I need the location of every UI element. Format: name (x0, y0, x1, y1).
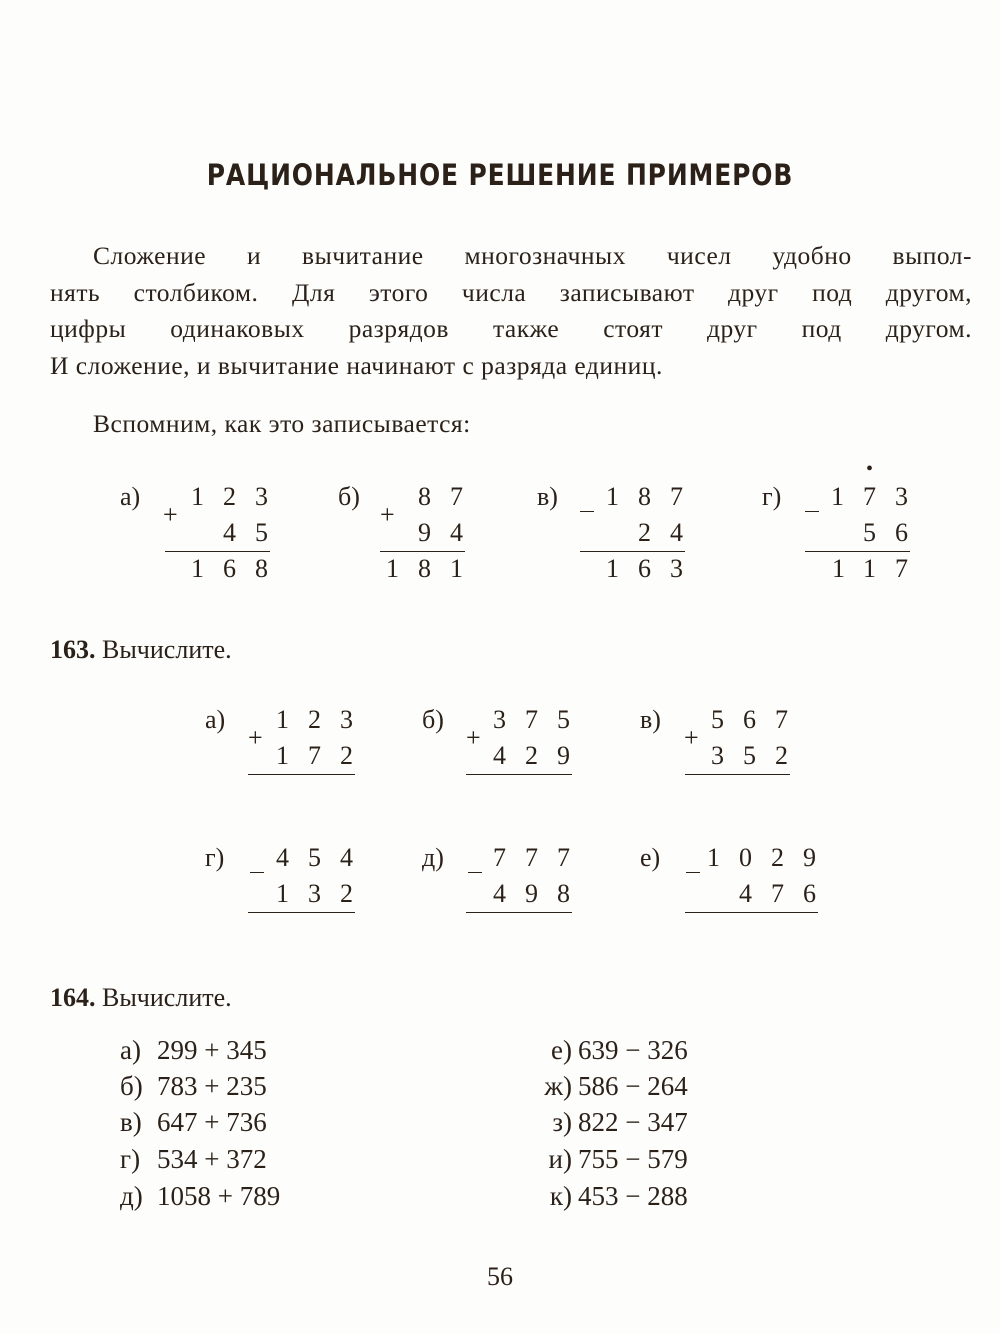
expression: 1058 + 789 (157, 1181, 281, 1211)
minus-sign (580, 511, 594, 512)
task-instruction: Вычислите. (102, 635, 232, 664)
bottom-operand: 56 (863, 518, 927, 547)
expression: 822 − 347 (578, 1107, 688, 1137)
problem-label: г) (205, 843, 225, 872)
bottom-operand: 172 (276, 741, 372, 770)
plus-sign: + (163, 500, 178, 529)
expression-label: е) (551, 1035, 572, 1065)
top-operand: 123 (191, 482, 287, 511)
sum-line (466, 912, 572, 913)
borrow-dot: • (866, 458, 874, 480)
expression: 647 + 736 (157, 1107, 267, 1137)
sum-line (466, 774, 572, 775)
plus-sign: + (380, 500, 395, 529)
expression-label: в) (120, 1107, 142, 1137)
minus-sign (686, 872, 700, 873)
expression: 586 − 264 (578, 1071, 688, 1101)
bottom-operand: 352 (711, 741, 807, 770)
expression: 639 − 326 (578, 1035, 688, 1065)
minus-sign (468, 872, 482, 873)
minus-sign (250, 872, 264, 873)
top-operand: 375 (493, 705, 589, 734)
expression-label: и) (548, 1144, 572, 1174)
expression-label: д) (120, 1181, 143, 1211)
problem-label: д) (422, 843, 444, 872)
bottom-operand: 429 (493, 741, 589, 770)
page-title: РАЦИОНАЛЬНОЕ РЕШЕНИЕ ПРИМЕРОВ (206, 158, 794, 192)
expression: 534 + 372 (157, 1144, 267, 1174)
task-164-heading (50, 980, 232, 1016)
intro-paragraph (50, 238, 972, 384)
problem-label: в) (640, 705, 661, 734)
task-number: 163. (50, 635, 96, 664)
page-number: 56 (487, 1262, 513, 1291)
intro-line: Сложение и вычитание многозначных чисел удобно выпол- (93, 241, 972, 270)
expression: 299 + 345 (157, 1035, 267, 1065)
minus-sign (805, 511, 819, 512)
plus-sign: + (248, 723, 263, 752)
expression-label: а) (120, 1035, 141, 1065)
problem-label: б) (338, 482, 360, 511)
result: 181 (386, 554, 482, 583)
bottom-operand: 132 (276, 879, 372, 908)
result: 117 (831, 554, 927, 583)
top-operand: 454 (276, 843, 372, 872)
expression: 783 + 235 (157, 1071, 267, 1101)
top-operand: 123 (276, 705, 372, 734)
top-operand: 187 (606, 482, 702, 511)
expression: 755 − 579 (578, 1144, 688, 1174)
bottom-operand: 45 (223, 518, 287, 547)
bottom-operand: 24 (638, 518, 702, 547)
top-operand: 567 (711, 705, 807, 734)
task-number: 164. (50, 983, 96, 1012)
problem-label: е) (640, 843, 661, 872)
expression-label: б) (120, 1071, 143, 1101)
problem-label: б) (422, 705, 444, 734)
sum-line (248, 912, 355, 913)
bottom-operand: 94 (418, 518, 482, 547)
result: 163 (606, 554, 702, 583)
plus-sign: + (466, 723, 481, 752)
bottom-operand: 476 (739, 879, 835, 908)
expression-label: ж) (544, 1071, 572, 1101)
expression: 453 − 288 (578, 1181, 688, 1211)
sum-line (685, 912, 818, 913)
recall-text: Вспомним, как это записывается: (93, 409, 471, 438)
sum-line (685, 774, 790, 775)
problem-label: в) (537, 482, 558, 511)
expression-label: к) (549, 1181, 572, 1211)
result: 168 (191, 554, 287, 583)
top-operand: 87 (418, 482, 482, 511)
problem-label: г) (762, 482, 782, 511)
expression-label: г) (120, 1144, 141, 1174)
intro-line: цифры одинаковых разрядов также стоят друг под другом. (50, 314, 972, 343)
problem-label: а) (120, 482, 141, 511)
sum-line (248, 774, 355, 775)
intro-line: И сложение, и вычитание начинают с разряда единиц. (50, 350, 663, 380)
bottom-operand: 498 (493, 879, 589, 908)
expression-label: з) (552, 1107, 572, 1137)
intro-line: нять столбиком. Для этого числа записывают друг под другом, (50, 277, 972, 307)
task-163-heading (50, 632, 232, 668)
plus-sign: + (684, 723, 699, 752)
top-operand: 173 (831, 482, 927, 511)
task-instruction: Вычислите. (102, 983, 232, 1012)
problem-label: а) (205, 705, 226, 734)
top-operand: 1029 (707, 843, 835, 872)
top-operand: 777 (493, 843, 589, 872)
